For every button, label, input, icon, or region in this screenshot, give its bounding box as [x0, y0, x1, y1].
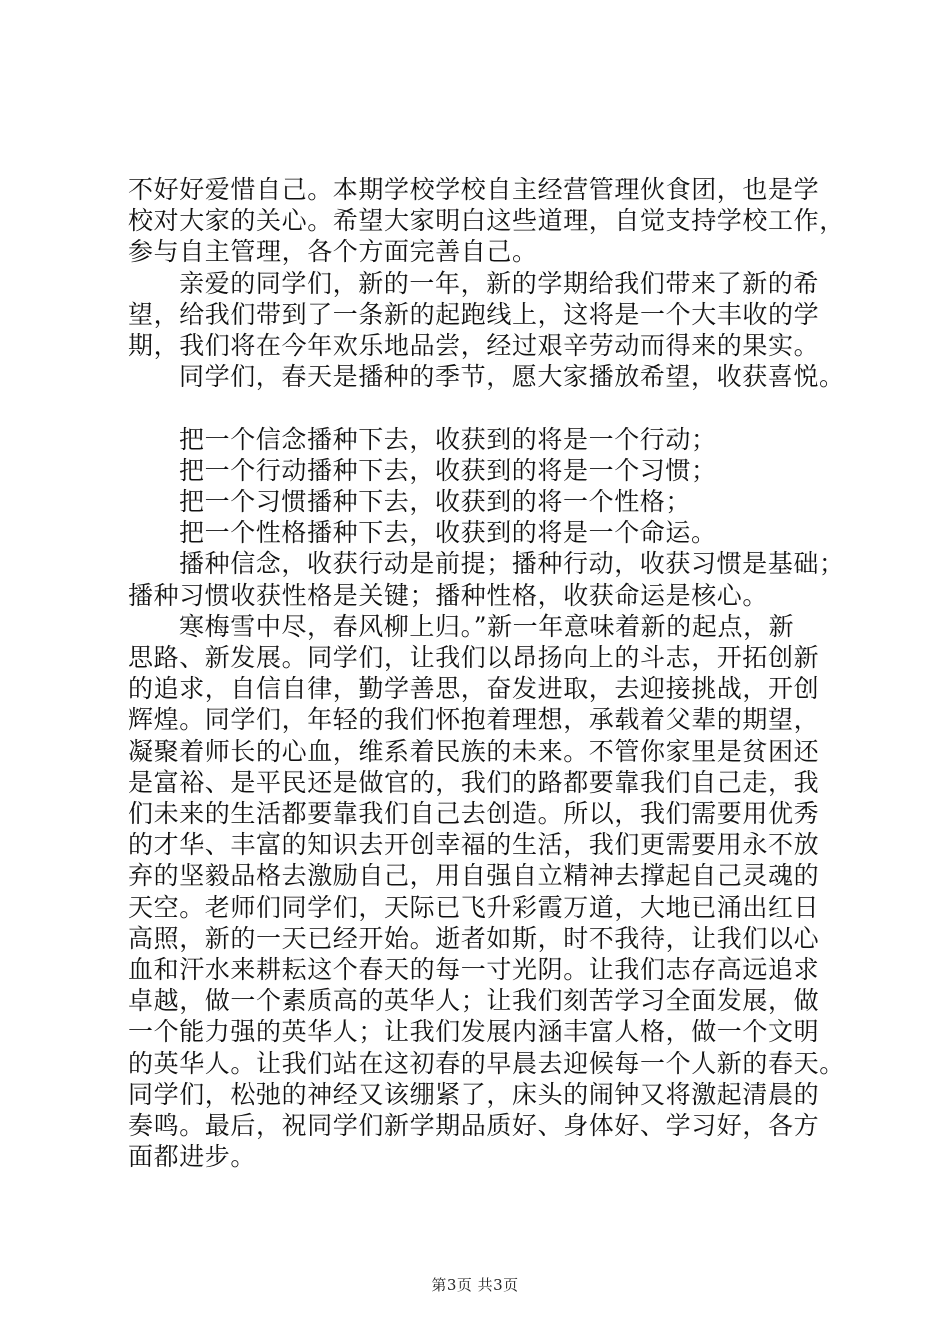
- text-line: 是富裕、是平民还是做官的，我们的路都要靠我们自己走，我: [128, 767, 820, 797]
- document-body: [128, 174, 845, 1172]
- text-line: 血和汗水来耕耘这个春天的每一寸光阴。让我们志存高远追求: [128, 955, 820, 985]
- text-line: 参与自主管理，各个方面完善自己。: [128, 237, 538, 267]
- text-line: 天空。老师们同学们，天际已飞升彩霞万道，大地已涌出红日: [128, 892, 820, 922]
- text-line: 辉煌。同学们，年轻的我们怀抱着理想，承载着父辈的期望，: [128, 705, 820, 735]
- text-line: 凝聚着师长的心血，维系着民族的未来。不管你家里是贫困还: [128, 736, 820, 766]
- text-line: 面都进步。: [128, 1142, 257, 1172]
- text-line: 的英华人。让我们站在这初春的早晨去迎候每一个人新的春天。: [128, 1048, 845, 1078]
- text-line: 高照，新的一天已经开始。逝者如斯，时不我待，让我们以心: [128, 923, 820, 953]
- page-number-label: 第3页 共3页: [431, 1276, 519, 1294]
- text-line: 同学们，春天是播种的季节，愿大家播放希望，收获喜悦。: [179, 362, 845, 392]
- text-line: 的追求，自信自律，勤学善思，奋发进取，去迎接挑战，开创: [128, 674, 820, 704]
- text-line: 望，给我们带到了一条新的起跑线上，这将是一个大丰收的学: [128, 299, 820, 329]
- text-line: 弃的坚毅品格去激励自己，用自强自立精神去撑起自己灵魂的: [128, 861, 820, 891]
- text-line: 卓越，做一个素质高的英华人；让我们刻苦学习全面发展，做: [128, 986, 820, 1016]
- text-line: 把一个信念播种下去，收获到的将是一个行动；: [179, 424, 717, 454]
- text-line: 思路、新发展。同学们，让我们以昂扬向上的斗志，开拓创新: [128, 643, 820, 673]
- text-line: 把一个性格播种下去，收获到的将是一个命运。: [179, 518, 717, 548]
- text-line: 寒梅雪中尽，春风柳上归。”新一年意味着新的起点，新: [179, 611, 795, 641]
- text-line: 们未来的生活都要靠我们自己去创造。所以，我们需要用优秀: [128, 799, 820, 829]
- text-line: 把一个习惯播种下去，收获到的将一个性格；: [179, 487, 692, 517]
- text-line: 奏鸣。最后，祝同学们新学期品质好、身体好、学习好，各方: [128, 1111, 820, 1141]
- text-line: 同学们，松弛的神经又该绷紧了，床头的闹钟又将激起清晨的: [128, 1079, 820, 1109]
- text-line: 把一个行动播种下去，收获到的将是一个习惯；: [179, 455, 717, 485]
- blank-line: [128, 392, 840, 423]
- text-line: 校对大家的关心。希望大家明白这些道理，自觉支持学校工作，: [128, 206, 845, 236]
- text-line: 播种信念，收获行动是前提；播种行动，收获习惯是基础；: [179, 549, 845, 579]
- text-line: 播种习惯收获性格是关键；播种性格，收获命运是核心。: [128, 580, 769, 610]
- text-line: 期，我们将在今年欢乐地品尝，经过艰辛劳动而得来的果实。: [128, 331, 820, 361]
- text-line: 不好好爱惜自己。本期学校学校自主经营管理伙食团，也是学: [128, 175, 820, 204]
- text-line: 亲爱的同学们，新的一年，新的学期给我们带来了新的希: [179, 268, 820, 298]
- text-line: 的才华、丰富的知识去开创幸福的生活，我们更需要用永不放: [128, 830, 820, 860]
- text-line: 一个能力强的英华人；让我们发展内涵丰富人格，做一个文明: [128, 1017, 820, 1047]
- page-footer: [0, 1276, 950, 1294]
